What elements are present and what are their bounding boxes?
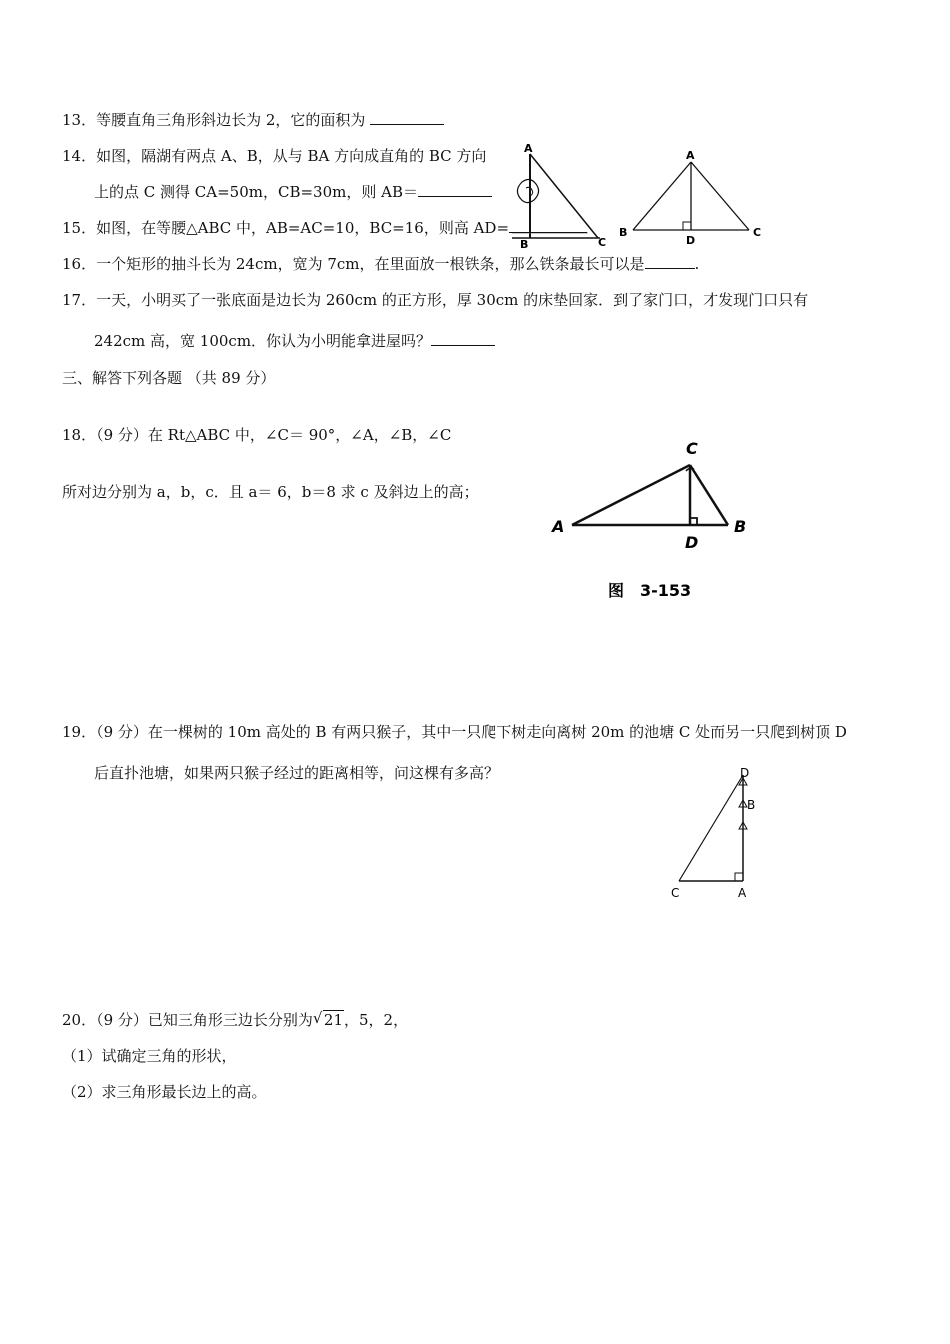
- question-17-text: 242cm 高，宽 100cm．你认为小明能拿进屋吗？: [94, 332, 432, 350]
- question-19-line1: 19．（9 分）在一棵树的 10m 高处的 B 有两只猴子，其中一只爬下树走向离树 20m 的池塘 C 处而另一只爬到树顶 D: [62, 723, 847, 741]
- question-16: [62, 254, 699, 274]
- figure-caption: 图 3-153: [608, 581, 692, 600]
- question-20-part2: （2）求三角形最长边上的高。: [62, 1083, 267, 1101]
- question-20-part1: （1）试确定三角的形状，: [62, 1047, 237, 1065]
- question-18-line1: 18．（9 分）在 Rt△ABC 中，∠C＝ 90°，∠A，∠B，∠C: [62, 426, 452, 444]
- label-C: C: [686, 439, 698, 458]
- tree-pond-figure: [665, 765, 765, 905]
- question-19-line2: 后直扑池塘，如果两只猴子经过的距离相等，问这棵有多高？: [94, 764, 500, 782]
- answer-blank: [418, 182, 492, 197]
- label-A: A: [738, 886, 747, 900]
- label-D: D: [685, 533, 699, 552]
- lake-icon: [517, 179, 538, 202]
- sqrt-expression: √ 21: [312, 1009, 343, 1029]
- question-16-text: 16．一个矩形的抽斗长为 24cm，宽为 7cm，在里面放一根铁条，那么铁条最长可以是: [62, 255, 645, 273]
- question-18-line2: 所对边分别为 a，b，c．且 a＝ 6，b＝8 求 c 及斜边上的高；: [62, 483, 479, 501]
- question-17-line1: 17．一天，小明买了一张底面是边长为 260cm 的正方形，厚 30cm 的床垫回家．到了家门口，才发现门口只有: [62, 291, 809, 309]
- question-14-line1: 14．如图，隔湖有两点 A、B，从与 BA 方向成直角的 BC 方向: [62, 147, 487, 165]
- label-C: C: [671, 886, 680, 900]
- label-A: A: [524, 142, 533, 155]
- isosceles-triangle-figure: [615, 148, 765, 247]
- radicand: 21: [323, 1011, 343, 1029]
- label-B: B: [619, 226, 628, 239]
- label-A: A: [686, 149, 695, 162]
- label-C: C: [753, 226, 762, 239]
- label-C: C: [598, 236, 607, 249]
- question-14-line2: [94, 182, 492, 202]
- label-B: B: [734, 517, 747, 536]
- label-B: B: [520, 238, 529, 251]
- answer-blank: [370, 110, 444, 125]
- answer-blank: [509, 218, 587, 233]
- label-D: D: [686, 234, 696, 247]
- question-13-text: 13．等腰直角三角形斜边长为 2，它的面积为: [62, 111, 371, 129]
- question-17-line2: [94, 331, 495, 351]
- question-16-end: .: [694, 255, 700, 273]
- question-14-text: 上的点 C 测得 CA=50m，CB=30m，则 AB＝: [94, 183, 418, 201]
- label-A: A: [552, 517, 565, 536]
- question-20: [62, 1010, 408, 1030]
- label-B: B: [747, 798, 756, 812]
- section-3-title: 三、解答下列各题 （共 89 分）: [62, 369, 276, 387]
- question-20-prefix: 20．（9 分）已知三角形三边长分别为: [62, 1011, 313, 1029]
- question-15-text: 15．如图，在等腰△ABC 中，AB=AC=10，BC=16，则高 AD=: [62, 219, 510, 237]
- question-15: [62, 218, 587, 238]
- answer-blank: [645, 254, 695, 269]
- answer-blank: [431, 331, 495, 346]
- label-D: D: [740, 766, 750, 780]
- question-13: [62, 110, 444, 130]
- question-20-suffix: ，5，2，: [344, 1011, 409, 1029]
- right-triangle-figure: [540, 430, 770, 610]
